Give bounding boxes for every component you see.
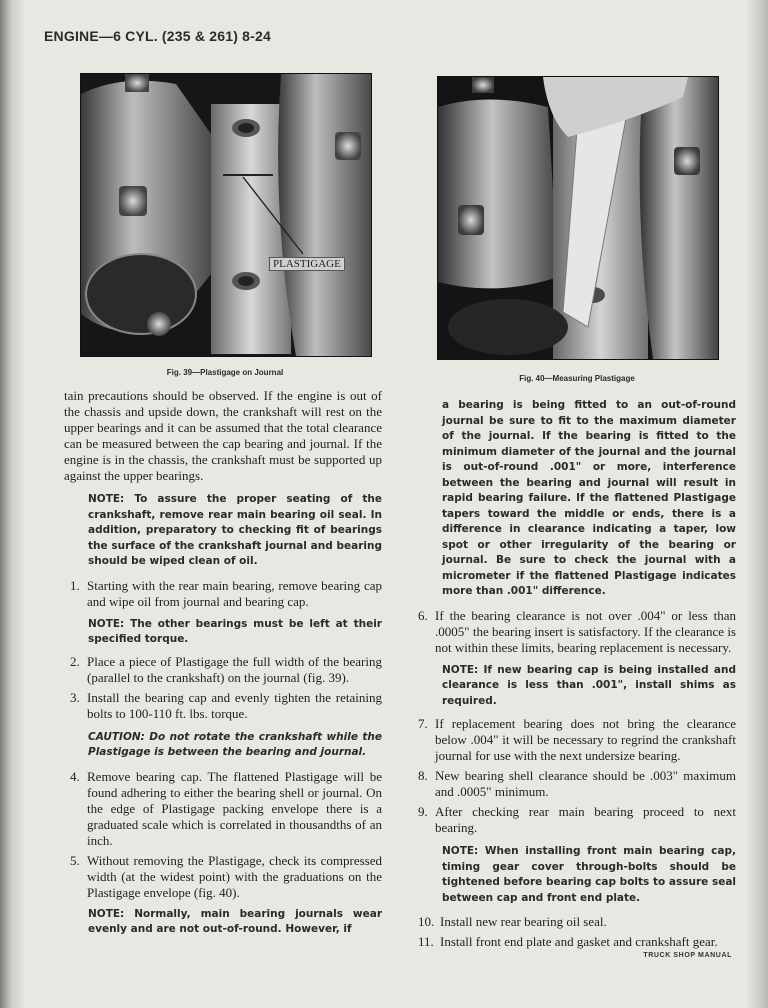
- note-journal-wear: NOTE: Normally, main bearing journals wear evenly and are not out-of-round. However, if: [88, 907, 382, 935]
- note-other-bearings: NOTE: The other bearings must be left at their specified torque.: [88, 617, 382, 645]
- note-front-bearing-cap: NOTE: When installing front main bearing cap, timing gear cover through-bolts should be tightened before bearing cap bolts to assure seal between cap and front end plate.: [442, 845, 736, 904]
- figure-39-caption: Fig. 39—Plastigage on Journal: [166, 368, 284, 377]
- step-6: 6. If the bearing clearance is not over .004" or less than .0005" the bearing insert is satisfactory. If the clearance is not within these limits, bearing replacement is necessary.: [418, 607, 736, 655]
- caution-rotate: CAUTION: Do not rotate the crankshaft while the Plastigage is between the bearing and journal.: [88, 730, 382, 758]
- step-1: 1. Starting with the rear main bearing, remove bearing cap and wipe oil from journal and bearing cap.: [70, 577, 382, 609]
- steps-list-right-3: [418, 914, 736, 950]
- figure-40-photo: [437, 76, 719, 360]
- steps-list-left-2: [70, 654, 382, 722]
- measuring-plastigage-illustration: [438, 77, 718, 359]
- steps-list-right-2: [418, 716, 736, 836]
- note-shims: NOTE: If new bearing cap is being installed and clearance is less than .001", install shims as required.: [442, 663, 736, 707]
- note-oil-seal: NOTE: To assure the proper seating of the crankshaft, remove rear main bearing oil seal. In addition, preparatory to checking fit of bearings the surface of the crankshaft journal and bearing should be wiped clean of oil.: [88, 493, 382, 567]
- steps-list-left-3: [70, 769, 382, 901]
- step-2: 2. Place a piece of Plastigage the full width of the bearing (parallel to the crankshaft) on the journal (fig. 39).: [70, 653, 382, 685]
- intro-paragraph: tain precautions should be observed. If the engine is out of the chassis and upside down, the crankshaft will rest on the upper bearings and it can be assumed that the total clearance can be measured between the cap bearing and journal. If the engine is in the chassis, the crankshaft must be supported up against the upper bearings.: [64, 388, 382, 483]
- step-3: 3. Install the bearing cap and evenly tighten the retaining bolts to 100-110 ft. lbs. torque.: [70, 689, 382, 721]
- step-5: 5. Without removing the Plastigage, check its compressed width (at the widest point) with the graduations on the Plastigage envelope (fig. 40).: [70, 852, 382, 900]
- steps-list-left: [70, 578, 382, 610]
- figure-40-caption: Fig. 40—Measuring Plastigage: [519, 374, 635, 383]
- note-out-of-round: a bearing is being fitted to an out-of-round journal be sure to fit to the maximum diameter of the journal. If the bearing is fitted to the minimum diameter of the journal and the journal is out-of-round .001" or more, interference between the bearing and journal will result in rapid bearing failure. If the flattened Plastigage tapers toward the middle or ends, there is a difference in clearance indicating a taper, low spot or other irregularity of the bearing or journal. Be sure to check the journal with a micrometer if the flattened Plastigage indicates more than .001" difference.: [442, 399, 736, 597]
- step-7: 7. If replacement bearing does not bring the clearance below .004" it will be necessary to regrind the crankshaft journal for use with the next undersize bearing.: [418, 716, 736, 763]
- step-10: 10. Install new rear bearing oil seal.: [418, 914, 607, 929]
- left-column: [64, 388, 382, 938]
- figure-39-photo: [80, 73, 372, 357]
- step-11: 11. Install front end plate and gasket and crankshaft gear.: [418, 934, 718, 949]
- right-column: [418, 398, 736, 950]
- crankshaft-journal-illustration: [81, 74, 371, 356]
- plastigage-label: PLASTIGAGE: [269, 257, 345, 271]
- page-edge-shadow: [746, 0, 768, 1008]
- step-8: 8. New bearing shell clearance should be .003" maximum and .0005" minimum.: [418, 768, 736, 799]
- page-binding-shadow: [0, 0, 26, 1008]
- page-footer: TRUCK SHOP MANUAL: [643, 952, 732, 959]
- step-4: 4. Remove bearing cap. The flattened Plastigage will be found adhering to either the bearing shell or journal. On the edge of Plastigage packing envelope there is a graduated scale which is correlated in thousandths of an inch.: [70, 768, 382, 848]
- page-header: ENGINE—6 CYL. (235 & 261) 8-24: [44, 28, 271, 44]
- steps-list-right: [418, 608, 736, 656]
- step-9: 9. After checking rear main bearing proceed to next bearing.: [418, 804, 736, 835]
